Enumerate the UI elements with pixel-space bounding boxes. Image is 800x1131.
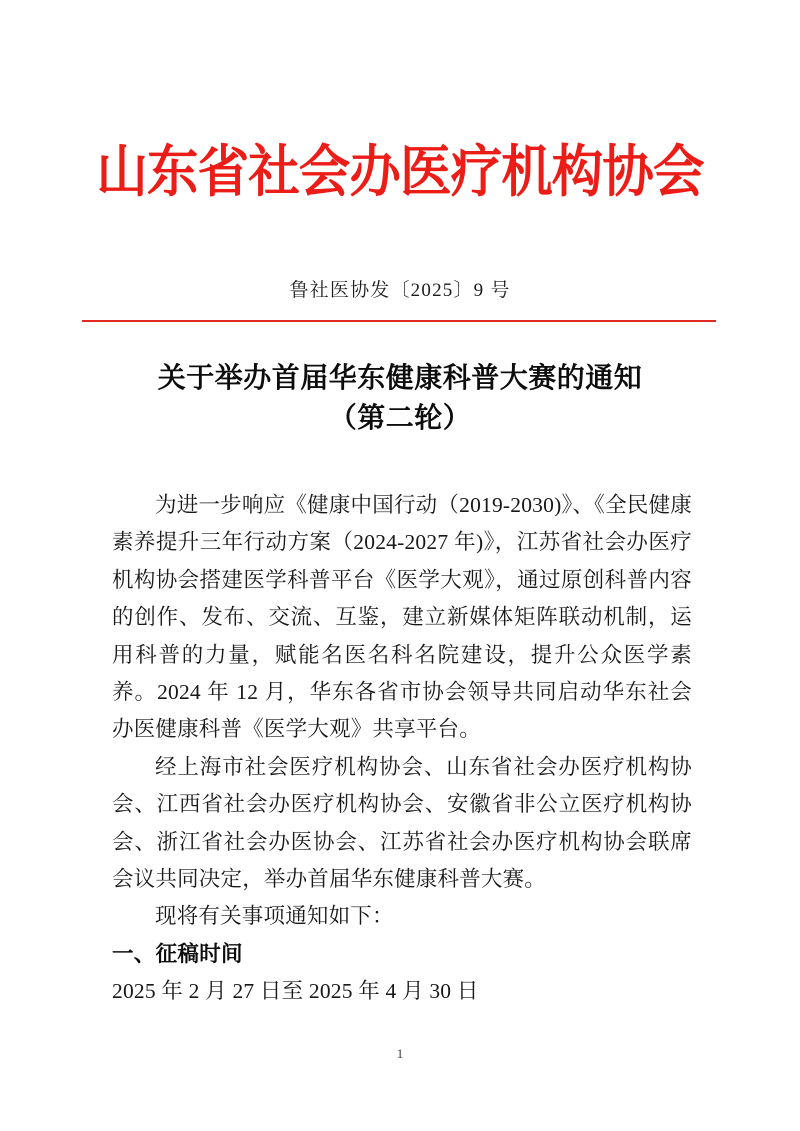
section-body-submission-period: 2025 年 2 月 27 日至 2025 年 4 月 30 日 [112,979,479,1004]
letterhead-title: 山东省社会办医疗机构协会 [96,140,704,205]
letterhead [0,140,800,205]
document-serial-number: 鲁社医协发〔2025〕9 号 [289,280,511,301]
section-heading-submission-period: 一、征稿时间 [112,941,243,967]
page-number: 1 [396,1046,404,1061]
red-divider-rule [82,320,716,322]
page-subtitle: （第二轮） [328,401,472,434]
body-paragraph-3: 现将有关事项通知如下： [155,904,394,929]
document-title-block [0,358,800,438]
body-paragraph-2: 经上海市社会医疗机构协会、山东省社会办医疗机构协会、江西省社会办医疗机构协会、安徽省非公立医疗机构协会、浙江省社会办医协会、江苏省社会办医疗机构协会联席会议共同决定，举办首届华东健康科普大赛。 [112,754,692,892]
document-body [112,487,692,1011]
body-paragraph-1: 为进一步响应《健康中国行动（2019-2030)》、《全民健康素养提升三年行动方案（2024-2027 年)》，江苏省社会办医疗机构协会搭建医学科普平台《医学大观》，通过原创科普内容的创作、发布、交流、互鉴，建立新媒体矩阵联动机制，运用科普的力量，赋能名医名科名院建设，提升公众医学素养。2024 年 12 月，华东各省市协会领导共同启动华东社会办医健康科普《医学大观》共享平台。 [112,493,692,742]
page-title: 关于举办首届华东健康科普大赛的通知 [157,361,643,394]
